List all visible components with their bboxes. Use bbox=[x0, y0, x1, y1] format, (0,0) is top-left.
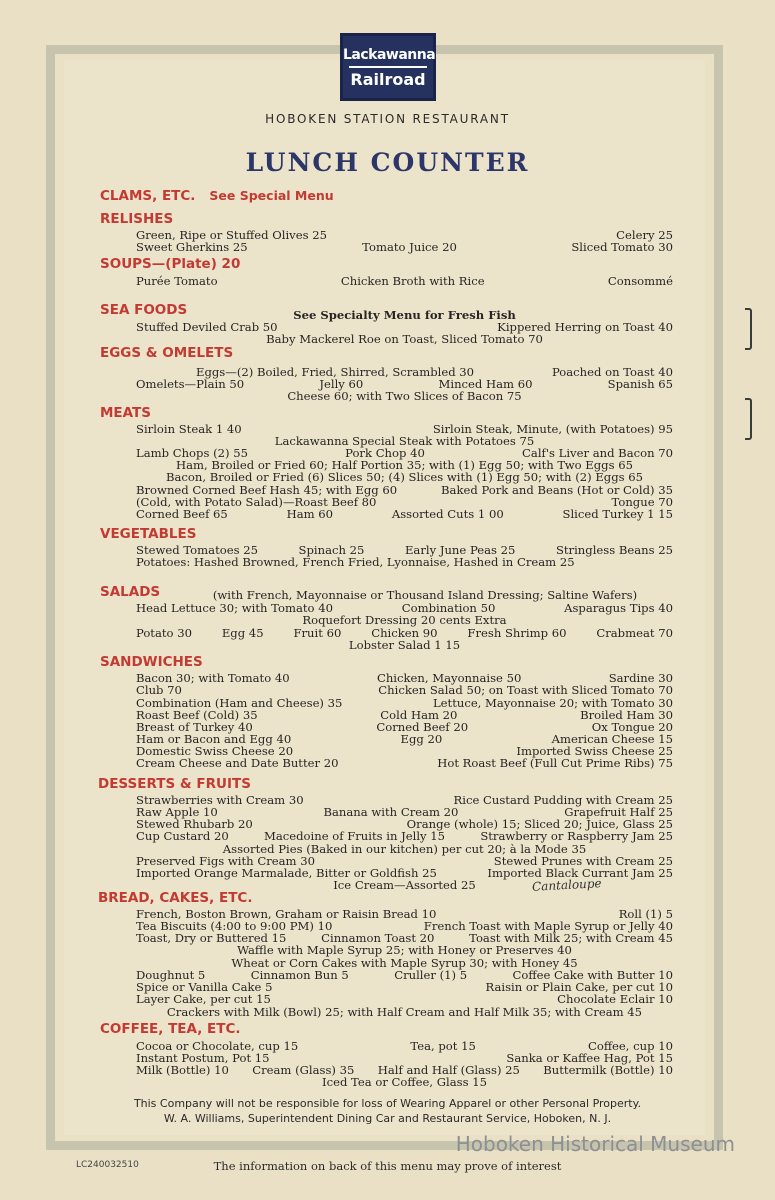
section-heading-clams bbox=[100, 188, 334, 204]
menu-item: Green, Ripe or Stuffed Olives 25 bbox=[136, 228, 327, 242]
section-heading-bread: BREAD, CAKES, ETC. bbox=[98, 890, 253, 906]
section-heading-desserts: DESSERTS & FRUITS bbox=[98, 776, 251, 792]
menu-item: Broiled Ham 30 bbox=[580, 708, 673, 722]
menu-item: Asparagus Tips 40 bbox=[564, 601, 673, 615]
menu-item: Roast Beef (Cold) 35 bbox=[136, 708, 258, 722]
menu-item: Tomato Juice 20 bbox=[362, 240, 457, 254]
menu-item: Tea Biscuits (4:00 to 9:00 PM) 10 bbox=[136, 919, 333, 933]
logo-rule bbox=[349, 66, 427, 68]
menu-item: Lamb Chops (2) 55 bbox=[136, 446, 248, 460]
menu-item: Stewed Prunes with Cream 25 bbox=[493, 854, 673, 868]
menu-item: Calf's Liver and Bacon 70 bbox=[522, 446, 673, 460]
menu-item: Lobster Salad 1 15 bbox=[348, 638, 461, 652]
menu-item: Imported Swiss Cheese 25 bbox=[516, 744, 673, 758]
section-heading-vegetables: VEGETABLES bbox=[100, 526, 197, 542]
section-heading-meats: MEATS bbox=[100, 405, 151, 421]
menu-item: Waffle with Maple Syrup 25; with Honey or Preserves 40 bbox=[237, 943, 572, 957]
menu-item: Stuffed Deviled Crab 50 bbox=[136, 320, 278, 334]
menu-item: Sirloin Steak 1 40 bbox=[136, 422, 242, 436]
menu-item: Cocoa or Chocolate, cup 15 bbox=[136, 1039, 299, 1053]
menu-item: Cheese 60; with Two Slices of Bacon 75 bbox=[287, 389, 522, 403]
menu-item: Ice Cream—Assorted 25 bbox=[333, 878, 476, 892]
menu-item: Eggs—(2) Boiled, Fried, Shirred, Scrambled 30 bbox=[196, 365, 475, 379]
menu-item: Omelets—Plain 50 bbox=[136, 377, 245, 391]
menu-item: Spanish 65 bbox=[607, 377, 673, 391]
menu-item: Milk (Bottle) 10 bbox=[136, 1063, 229, 1077]
menu-item: Fruit 60 bbox=[293, 626, 342, 640]
menu-item: Baked Pork and Beans (Hot or Cold) 35 bbox=[441, 483, 673, 497]
restaurant-name: HOBOKEN STATION RESTAURANT bbox=[265, 112, 510, 126]
menu-line bbox=[136, 508, 673, 521]
menu-line bbox=[136, 639, 673, 652]
menu-item: Doughnut 5 bbox=[136, 968, 206, 982]
menu-item: Cruller (1) 5 bbox=[394, 968, 468, 982]
section-heading-coffee: COFFEE, TEA, ETC. bbox=[100, 1021, 241, 1037]
section-heading-sea-foods: SEA FOODS bbox=[100, 302, 188, 318]
menu-item: Browned Corned Beef Hash 45; with Egg 60 bbox=[136, 483, 398, 497]
menu-item: Cold Ham 20 bbox=[380, 708, 458, 722]
menu-line bbox=[136, 1006, 673, 1019]
menu-item: Sanka or Kaffee Hag, Pot 15 bbox=[506, 1051, 673, 1065]
section-heading-relishes: RELISHES bbox=[100, 211, 174, 227]
menu-item: Crackers with Milk (Bowl) 25; with Half Cream and Half Milk 35; with Cream 45 bbox=[166, 1005, 643, 1019]
menu-item: Egg 45 bbox=[221, 626, 264, 640]
menu-item: Potatoes: Hashed Browned, French Fried, Lyonnaise, Hashed in Cream 25 bbox=[136, 555, 575, 569]
menu-line bbox=[136, 241, 673, 254]
section-heading-sandwiches: SANDWICHES bbox=[100, 654, 203, 670]
menu-item: Lackawanna Special Steak with Potatoes 75 bbox=[274, 434, 535, 448]
menu-item: Toast, Dry or Buttered 15 bbox=[136, 931, 287, 945]
menu-item: Instant Postum, Pot 15 bbox=[136, 1051, 270, 1065]
menu-item: Chocolate Eclair 10 bbox=[557, 992, 673, 1006]
menu-item: Combination (Ham and Cheese) 35 bbox=[136, 696, 343, 710]
menu-item: Consommé bbox=[607, 274, 673, 288]
menu-line bbox=[136, 1076, 673, 1089]
menu-item: Head Lettuce 30; with Tomato 40 bbox=[136, 601, 333, 615]
menu-item: Iced Tea or Coffee, Glass 15 bbox=[322, 1075, 487, 1089]
menu-item: French Toast with Maple Syrup or Jelly 40 bbox=[423, 919, 673, 933]
menu-item: (Cold, with Potato Salad)—Roast Beef 80 bbox=[136, 495, 377, 509]
menu-item: Tea, pot 15 bbox=[410, 1039, 476, 1053]
menu-item: Chicken, Mayonnaise 50 bbox=[376, 671, 522, 685]
menu-item: Baby Mackerel Roe on Toast, Sliced Tomato 70 bbox=[266, 332, 543, 346]
menu-line bbox=[136, 556, 673, 569]
museum-watermark: Hoboken Historical Museum bbox=[455, 1132, 735, 1156]
section-heading-soups: SOUPS—(Plate) 20 bbox=[100, 256, 241, 272]
menu-item: Corned Beef 20 bbox=[376, 720, 469, 734]
menu-title: LUNCH COUNTER bbox=[245, 148, 530, 177]
menu-item: Breast of Turkey 40 bbox=[136, 720, 253, 734]
menu-item: Minced Ham 60 bbox=[438, 377, 533, 391]
menu-item: Early June Peas 25 bbox=[404, 543, 516, 557]
menu-item: Raisin or Plain Cake, per cut 10 bbox=[485, 980, 673, 994]
menu-item: Layer Cake, per cut 15 bbox=[136, 992, 271, 1006]
menu-item: Assorted Cuts 1 00 bbox=[391, 507, 504, 521]
menu-item: Ham 60 bbox=[286, 507, 334, 521]
menu-line bbox=[136, 275, 673, 288]
menu-item: Chicken 90 bbox=[371, 626, 438, 640]
menu-item: Roquefort Dressing 20 cents Extra bbox=[302, 613, 507, 627]
section-heading-eggs: EGGS & OMELETS bbox=[100, 345, 234, 361]
menu-item: Potato 30 bbox=[136, 626, 192, 640]
menu-item: Chicken Salad 50; on Toast with Sliced Tomato 70 bbox=[378, 683, 673, 697]
menu-item: Pork Chop 40 bbox=[345, 446, 425, 460]
menu-item: Sweet Gherkins 25 bbox=[136, 240, 248, 254]
menu-item: Domestic Swiss Cheese 20 bbox=[136, 744, 294, 758]
menu-item: Kippered Herring on Toast 40 bbox=[497, 320, 673, 334]
menu-item: Macedoine of Fruits in Jelly 15 bbox=[264, 829, 446, 843]
menu-line bbox=[136, 390, 673, 403]
menu-line bbox=[136, 757, 673, 770]
menu-item: Imported Orange Marmalade, Bitter or Goldfish 25 bbox=[136, 866, 437, 880]
menu-item: Chicken Broth with Rice bbox=[340, 274, 485, 288]
menu-item: Egg 20 bbox=[400, 732, 443, 746]
menu-item: Ham or Bacon and Egg 40 bbox=[136, 732, 292, 746]
menu-item: Ox Tongue 20 bbox=[591, 720, 673, 734]
menu-item: Lettuce, Mayonnaise 20; with Tomato 30 bbox=[432, 696, 673, 710]
menu-item: Strawberries with Cream 30 bbox=[136, 793, 304, 807]
menu-item: Bacon 30; with Tomato 40 bbox=[136, 671, 290, 685]
menu-item: Raw Apple 10 bbox=[136, 805, 218, 819]
menu-item: Cinnamon Toast 20 bbox=[321, 931, 435, 945]
salads-dressing-note: (with French, Mayonnaise or Thousand Island Dressing; Saltine Wafers) bbox=[212, 588, 638, 602]
menu-item: Cup Custard 20 bbox=[136, 829, 229, 843]
menu-item: Roll (1) 5 bbox=[618, 907, 673, 921]
menu-item: Imported Black Currant Jam 25 bbox=[487, 866, 673, 880]
menu-item: Tongue 70 bbox=[611, 495, 673, 509]
menu-item: Assorted Pies (Baked in our kitchen) per cut 20; à la Mode 35 bbox=[222, 842, 587, 856]
menu-item: Sardine 30 bbox=[608, 671, 673, 685]
handwritten-note: Cantaloupe bbox=[531, 876, 602, 894]
menu-item: Sliced Turkey 1 15 bbox=[562, 507, 673, 521]
staple-icon bbox=[745, 398, 752, 440]
menu-item: Preserved Figs with Cream 30 bbox=[136, 854, 315, 868]
footer-note: The information on back of this menu may prove of interest bbox=[213, 1159, 562, 1173]
section-note: See Special Menu bbox=[209, 188, 334, 203]
menu-item: Rice Custard Pudding with Cream 25 bbox=[453, 793, 673, 807]
menu-item: Stewed Tomatoes 25 bbox=[136, 543, 258, 557]
menu-item: Sliced Tomato 30 bbox=[571, 240, 673, 254]
menu-item: See Specialty Menu for Fresh Fish bbox=[293, 308, 516, 322]
liability-disclaimer: This Company will not be responsible for loss of Wearing Apparel or other Personal Property. bbox=[133, 1097, 642, 1110]
menu-item: Celery 25 bbox=[616, 228, 673, 242]
staple-icon bbox=[745, 308, 752, 350]
menu-item: Purée Tomato bbox=[136, 274, 218, 288]
menu-item: American Cheese 15 bbox=[551, 732, 673, 746]
menu-item: Cream (Glass) 35 bbox=[252, 1063, 355, 1077]
menu-item: Orange (whole) 15; Sliced 20; Juice, Glass 25 bbox=[406, 817, 673, 831]
menu-item: Grapefruit Half 25 bbox=[564, 805, 673, 819]
section-heading-salads: SALADS bbox=[100, 584, 161, 600]
menu-item: Coffee, cup 10 bbox=[587, 1039, 673, 1053]
logo-line-2: Railroad bbox=[350, 70, 426, 89]
menu-item: Combination 50 bbox=[401, 601, 496, 615]
menu-item: Strawberry or Raspberry Jam 25 bbox=[480, 829, 673, 843]
menu-item: Fresh Shrimp 60 bbox=[467, 626, 567, 640]
superintendent-credit: W. A. Williams, Superintendent Dining Car and Restaurant Service, Hoboken, N. J. bbox=[163, 1112, 612, 1125]
logo-line-1: Lackawanna bbox=[343, 47, 436, 63]
catalog-code: LC240032510 bbox=[76, 1160, 139, 1170]
menu-item: Buttermilk (Bottle) 10 bbox=[543, 1063, 673, 1077]
menu-item: Cinnamon Bun 5 bbox=[250, 968, 349, 982]
menu-item: Club 70 bbox=[136, 683, 182, 697]
menu-item: Sirloin Steak, Minute, (with Potatoes) 95 bbox=[432, 422, 673, 436]
menu-item: Wheat or Corn Cakes with Maple Syrup 30; with Honey 45 bbox=[231, 956, 578, 970]
menu-item: Banana with Cream 20 bbox=[323, 805, 459, 819]
menu-item: Spice or Vanilla Cake 5 bbox=[136, 980, 273, 994]
menu-item: Ham, Broiled or Fried 60; Half Portion 35; with (1) Egg 50; with Two Eggs 65 bbox=[176, 458, 633, 472]
menu-item: Stringless Beans 25 bbox=[555, 543, 673, 557]
menu-item: Jelly 60 bbox=[319, 377, 364, 391]
menu-item: Stewed Rhubarb 20 bbox=[136, 817, 253, 831]
menu-item: Coffee Cake with Butter 10 bbox=[512, 968, 673, 982]
menu-item: Toast with Milk 25; with Cream 45 bbox=[469, 931, 673, 945]
menu-item: French, Boston Brown, Graham or Raisin Bread 10 bbox=[136, 907, 437, 921]
menu-item: Cream Cheese and Date Butter 20 bbox=[136, 756, 339, 770]
menu-item: Hot Roast Beef (Full Cut Prime Ribs) 75 bbox=[437, 756, 673, 770]
menu-item: Spinach 25 bbox=[298, 543, 365, 557]
menu-item: Bacon, Broiled or Fried (6) Slices 50; (4) Slices with (1) Egg 50; with (2) Eggs 65 bbox=[165, 470, 644, 484]
menu-item: Half and Half (Glass) 25 bbox=[377, 1063, 520, 1077]
menu-item: Corned Beef 65 bbox=[136, 507, 228, 521]
railroad-logo bbox=[340, 33, 436, 101]
menu-item: Poached on Toast 40 bbox=[551, 365, 673, 379]
section-heading-text: CLAMS, ETC. bbox=[100, 188, 196, 204]
menu-item: Crabmeat 70 bbox=[596, 626, 673, 640]
